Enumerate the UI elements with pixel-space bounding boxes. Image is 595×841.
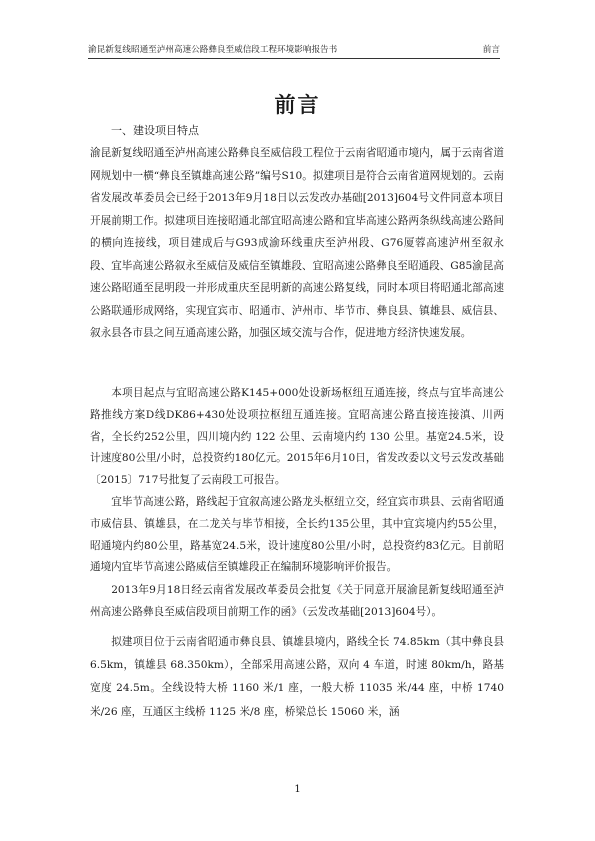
- paragraph-1: [90, 142, 504, 345]
- section-heading: 一、建设项目特点: [111, 124, 199, 137]
- paragraph-2: [90, 383, 504, 492]
- paragraph-text: 2013年9月18日经云南省发展改革委员会批复《关于同意开展渝昆新复线昭通至泸州高速公路彝良至威信段项目前期工作的函》（云发改基础[2013]604号）。: [90, 584, 504, 618]
- paragraph-text: 本项目起点与宜昭高速公路K145+000处设新场枢纽互通连接，终点与宜毕高速公路推线方案D线DK86+430处设项拉枢纽互通连接。宜昭高速公路直接连接滇、川两省，全长约252公里，四川境内约 122 公里、云南境内约 130 公里。基宽24.5米，设计速度80公里/小时，总投资约180亿元。2015年6月10日，省发改委以文号云发改基础〔2015〕717号批复了云南段工可报告。: [90, 387, 504, 487]
- header-section-label: 前言: [482, 45, 500, 55]
- paragraph-text: 宜毕节高速公路，路线起于宜叙高速公路龙头枢纽立交，经宜宾市珙县、云南省昭通市威信县、镇雄县，在二龙关与毕节相接，全长约135公里，其中宜宾境内约55公里，昭通境内约80公里，路基宽24.5米，设计速度80公里/小时，总投资约83亿元。目前昭通境内宜毕节高速公路威信至镇雄段正在编制环境影响评价报告。: [90, 496, 504, 574]
- page-title: 前言: [274, 92, 321, 117]
- header-doc-title: 渝昆新复线昭通至泸州高速公路彝良至威信段工程环境影响报告书: [88, 45, 338, 55]
- paragraph-4: [90, 580, 504, 624]
- page-number: 1: [294, 784, 301, 795]
- paragraph-text: 渝昆新复线昭通至泸州高速公路彝良至威信段工程位于云南省昭通市境内，属于云南省道网规划中一横“彝良至镇雄高速公路”编号S10。拟建项目是符合云南省道网规划的。云南省发展改革委员会已经于2013年9月18日以云发改办基础[2013]604号文件同意本项目开展前期工作。拟建项目连接昭通北部宜昭高速公路和宜毕高速公路两条纵线高速公路间的横向连接线，项目建成后与G93成渝环线重庆至泸州段、G76厦蓉高速泸州至叙永段、宜毕高速公路叙永至威信及威信至镇雄段、宜昭高速公路彝良至昭通段、G85渝昆高速公路昭通至昆明段一并形成重庆至昆明新的高速公路复线，同时本项目将昭通北部高速公路联通形成网络，实现宜宾市、昭通市、泸州市、毕节市、彝良县、镇雄县、威信县、叙永县各市县之间互通高速公路，加强区域交流与合作，促进地方经济快速发展。: [90, 147, 504, 339]
- paragraph-5: [90, 631, 504, 724]
- paragraph-3: [90, 492, 504, 579]
- running-header: [88, 44, 500, 59]
- paragraph-text: 拟建项目位于云南省昭通市彝良县、镇雄县境内，路线全长 74.85km（其中彝良县 6.5km，镇雄县 68.350km），全部采用高速公路，双向 4 车道，时速 80km/h，路基宽度 24.5m。全线设特大桥 1160 米/1 座，一般大桥 11035 米/44 座，中桥 1740 米/26 座，互通区主线桥 1125 米/8 座，桥梁总长 15060 米，涵: [90, 636, 504, 718]
